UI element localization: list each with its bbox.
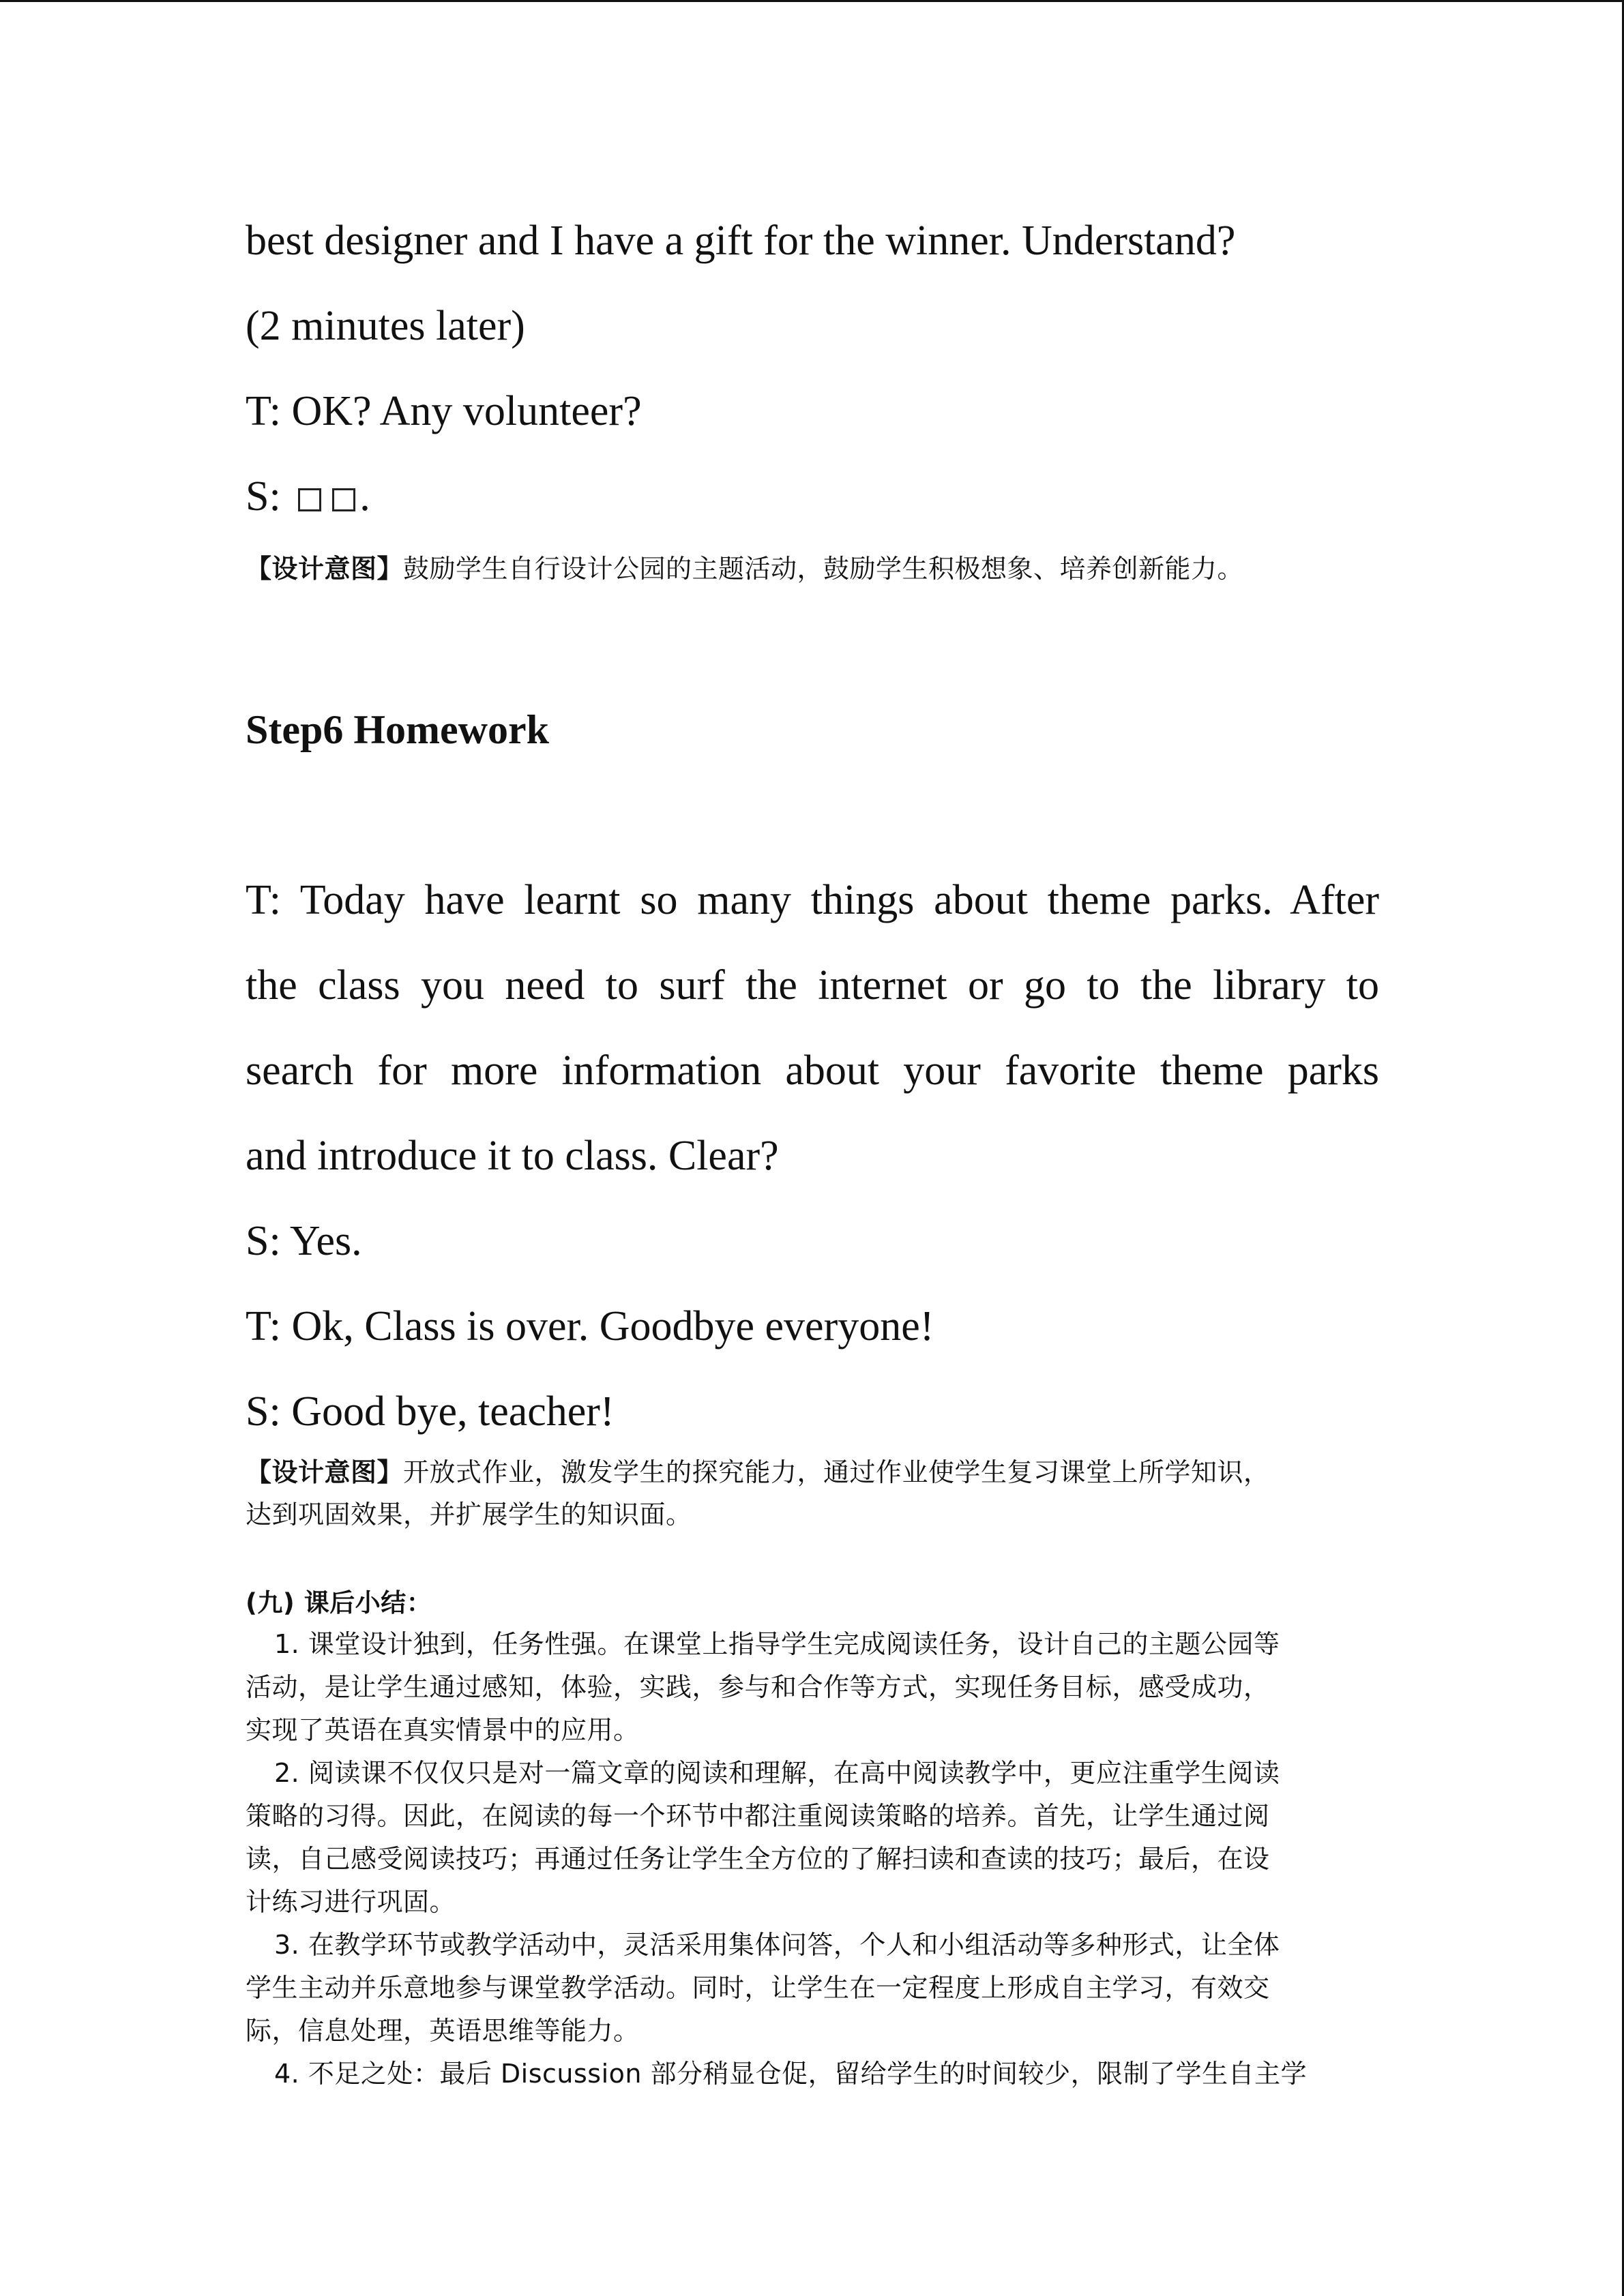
intent-text: 鼓励学生自行设计公园的主题活动，鼓励学生积极想象、培养创新能力。 (403, 554, 1244, 584)
summary-item-cont: 策略的习得。因此，在阅读的每一个环节中都注重阅读策略的培养。首先，让学生通过阅 (246, 1801, 1270, 1831)
summary-item-cont: 计练习进行巩固。 (246, 1887, 456, 1917)
summary-item: 4. 不足之处：最后 Discussion 部分稍显仓促，留给学生的时间较少，限制了学生自主学 (274, 2059, 1308, 2089)
paragraph-line: the class you need to surf the internet or go to the library to (246, 962, 1379, 1009)
design-intent (246, 548, 1379, 590)
placeholder-box-icon (298, 488, 321, 511)
paragraph-line: and introduce it to class. Clear? (246, 1133, 779, 1179)
dialogue-line (246, 473, 1379, 520)
design-intent (246, 1451, 1379, 1493)
summary-item: 3. 在教学环节或教学活动中，灵活采用集体问答，个人和小组活动等多种形式，让全体 (274, 1930, 1280, 1960)
summary-item: 1. 课堂设计独到，任务性强。在课堂上指导学生完成阅读任务，设计自己的主题公园等 (274, 1629, 1280, 1659)
paragraph-line: T: Today have learnt so many things about theme parks. After (246, 877, 1379, 923)
dialogue-line: (2 minutes later) (246, 303, 525, 349)
design-intent-cont: 达到巩固效果，并扩展学生的知识面。 (246, 1500, 692, 1530)
summary-item-cont: 读，自己感受阅读技巧；再通过任务让学生全方位的了解扫读和查读的技巧；最后，在设 (246, 1844, 1270, 1874)
section-heading: Step6 Homework (246, 707, 549, 752)
dialogue-line: best designer and I have a gift for the winner. Understand? (246, 218, 1236, 264)
placeholder-box-icon (332, 488, 355, 511)
summary-item: 2. 阅读课不仅仅只是对一篇文章的阅读和理解，在高中阅读教学中，更应注重学生阅读 (274, 1758, 1280, 1788)
intent-label: 【设计意图】 (246, 554, 404, 584)
dialogue-line: T: OK? Any volunteer? (246, 388, 642, 434)
intent-label: 【设计意图】 (246, 1457, 404, 1487)
summary-item-cont: 实现了英语在真实情景中的应用。 (246, 1715, 640, 1745)
speaker-label: S: (246, 473, 281, 520)
dialogue-line: S: Good bye, teacher! (246, 1388, 615, 1435)
summary-item-cont: 际，信息处理，英语思维等能力。 (246, 2016, 640, 2046)
dialogue-line: T: Ok, Class is over. Goodbye everyone! (246, 1303, 934, 1350)
dialogue-line: S: Yes. (246, 1218, 362, 1264)
line-end: . (359, 473, 370, 520)
intent-text: 开放式作业，激发学生的探究能力，通过作业使学生复习课堂上所学知识， (403, 1457, 1270, 1487)
summary-item-cont: 活动，是让学生通过感知，体验，实践，参与和合作等方式，实现任务目标，感受成功， (246, 1672, 1270, 1702)
paragraph-line: search for more information about your favorite theme parks (246, 1047, 1379, 1094)
summary-item-cont: 学生主动并乐意地参与课堂教学活动。同时，让学生在一定程度上形成自主学习，有效交 (246, 1973, 1270, 2003)
summary-title: (九) 课后小结： (246, 1588, 432, 1617)
